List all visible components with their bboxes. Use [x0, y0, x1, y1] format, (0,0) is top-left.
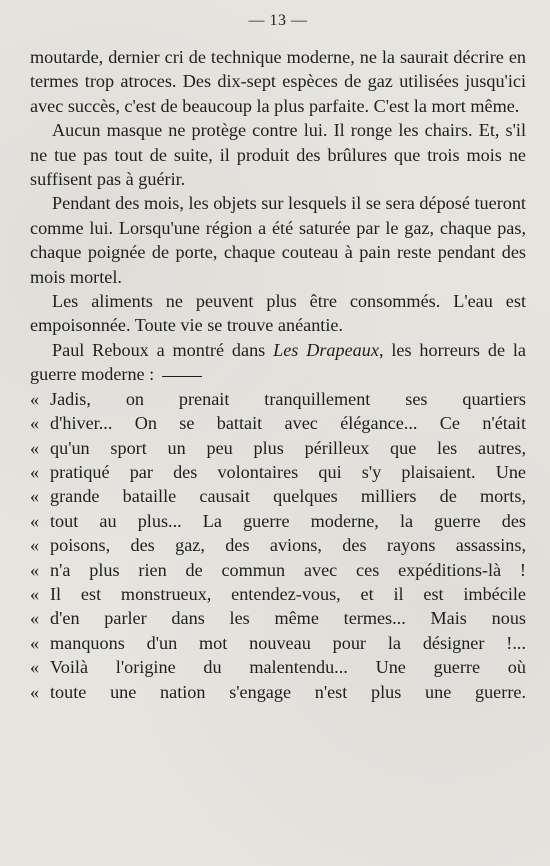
guillemet-mark: « — [30, 583, 40, 604]
quote-text: Jadis, on prenait tranquillement ses quartiers — [50, 388, 526, 409]
quote-line — [30, 509, 526, 533]
guillemet-mark: « — [30, 437, 40, 458]
quote-text: Voilà l'origine du malentendu... Une guerre où — [50, 657, 526, 678]
guillemet-mark: « — [30, 388, 40, 409]
quote-text: d'hiver... On se battait avec élégance... Ce n'était — [50, 413, 526, 434]
quote-line — [30, 680, 526, 704]
quote-text: toute une nation s'engage n'est plus une guerre. — [50, 681, 526, 702]
quote-line — [30, 484, 526, 508]
quote-text: grande bataille causait quelques milliers de morts, — [50, 486, 526, 507]
book-title: Les Drapeaux — [273, 339, 379, 360]
guillemet-mark: « — [30, 461, 40, 482]
quote-text: poisons, des gaz, des avions, des rayons assassins, — [50, 535, 526, 556]
quote-text: d'en parler dans les même termes... Mais nous — [50, 608, 526, 629]
quote-text: pratiqué par des volontaires qui s'y plaisaient. Une — [50, 461, 526, 482]
page-number: — 13 — — [248, 12, 308, 29]
guillemet-mark: « — [30, 413, 40, 434]
quotation-block — [30, 387, 526, 704]
paragraph-2: Aucun masque ne protège contre lui. Il ronge les chairs. Et, s'il ne tue pas tout de suite, il produit des brûlures que trois mois ne suffisent pas à guérir. — [30, 120, 526, 190]
paragraph-4: Les aliments ne peuvent plus être consommés. L'eau est empoisonnée. Toute vie se trouve anéantie. — [30, 291, 526, 336]
quote-line — [30, 460, 526, 484]
quote-line — [30, 436, 526, 460]
guillemet-mark: « — [30, 486, 40, 507]
guillemet-mark: « — [30, 535, 40, 556]
quote-text: tout au plus... La guerre moderne, la guerre des — [50, 510, 526, 531]
quote-text: qu'un sport un peu plus périlleux que les autres, — [50, 437, 526, 458]
guillemet-mark: « — [30, 608, 40, 629]
quote-line — [30, 631, 526, 655]
quote-text: Il est monstrueux, entendez-vous, et il est imbécile — [50, 583, 526, 604]
quote-line — [30, 411, 526, 435]
quote-line — [30, 387, 526, 411]
quote-text: n'a plus rien de commun avec ces expéditions-là ! — [50, 559, 526, 580]
quote-text: manquons d'un mot nouveau pour la désigner !... — [50, 632, 526, 653]
paragraph-5 — [30, 338, 526, 387]
paragraph-1: moutarde, dernier cri de technique moderne, ne la saurait décrire en termes trop atroces. Des dix-sept espèces de gaz utilisées jusqu'ici avec succès, c'est de beaucoup la plus parfaite. C'est la mort même. — [30, 47, 526, 116]
guillemet-mark: « — [30, 681, 40, 702]
quote-line — [30, 655, 526, 679]
page-body — [30, 45, 526, 704]
guillemet-mark: « — [30, 632, 40, 653]
paragraph-3: Pendant des mois, les objets sur lesquels il se sera déposé tueront comme lui. Lorsqu'une région a été saturée par le gaz, chaque pas, chaque poignée de porte, chaque couteau à pain reste pendant des mois mortel. — [30, 193, 526, 287]
paragraph-5-start: Paul Reboux a montré dans — [52, 339, 274, 360]
quote-line — [30, 558, 526, 582]
quote-line — [30, 606, 526, 630]
guillemet-mark: « — [30, 559, 40, 580]
guillemet-mark: « — [30, 510, 40, 531]
paragraph-5-end: , les horreurs de la guerre moderne : — [30, 339, 526, 385]
quote-line — [30, 533, 526, 557]
horizontal-rule — [162, 376, 202, 377]
quote-line — [30, 582, 526, 606]
guillemet-mark: « — [30, 657, 40, 678]
